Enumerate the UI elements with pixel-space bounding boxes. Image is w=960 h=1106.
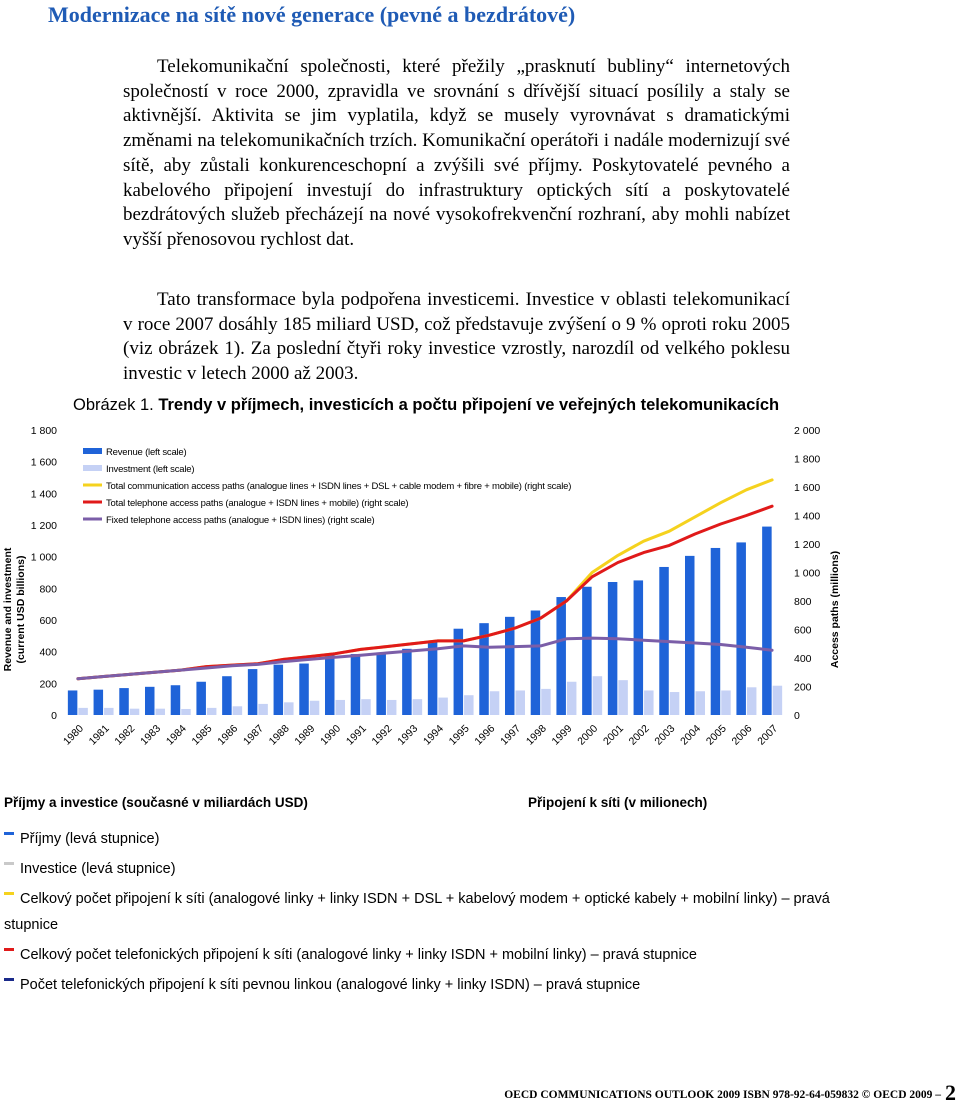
- x-tick-label: 1982: [112, 722, 138, 748]
- investment-bar: [156, 709, 166, 715]
- revenue-bar: [171, 685, 181, 715]
- x-tick-label: 2001: [600, 722, 626, 748]
- revenue-bar: [531, 611, 541, 716]
- investment-bar: [361, 699, 371, 715]
- investment-bar: [130, 709, 140, 715]
- y-right-tick-label: 0: [794, 710, 800, 722]
- legend-swatch: [83, 448, 102, 454]
- x-tick-label: 1985: [189, 722, 215, 748]
- legend-label: Revenue (left scale): [106, 447, 187, 458]
- section-label-left: Příjmy a investice (současné v miliardách USD): [4, 795, 308, 810]
- investment-bar: [233, 706, 243, 715]
- section-label-right: Připojení k síti (v milionech): [528, 795, 708, 810]
- revenue-bar: [325, 655, 335, 715]
- y-left-tick-label: 1 600: [30, 456, 57, 469]
- x-tick-label: 2007: [755, 722, 781, 748]
- investment-bar: [490, 691, 500, 715]
- paragraph-2: [123, 288, 790, 387]
- x-tick-label: 1989: [292, 722, 318, 748]
- y-right-tick-label: 1 000: [794, 567, 821, 580]
- translated-legend-item: [4, 886, 860, 938]
- translated-legend-item: [4, 972, 860, 998]
- investment-bar: [104, 708, 114, 715]
- x-tick-label: 2004: [678, 722, 704, 748]
- y-left-tick-label: 1 000: [30, 551, 57, 564]
- legend-label: Investment (left scale): [106, 464, 195, 475]
- y-right-tick-label: 200: [794, 681, 812, 694]
- legend-swatch: [4, 862, 14, 865]
- legend-swatch: [4, 948, 14, 951]
- investment-bar: [618, 680, 628, 715]
- revenue-bar: [119, 688, 128, 715]
- y-left-axis-title: Revenue and investment(current USD billions): [2, 547, 27, 672]
- revenue-bar: [299, 664, 309, 715]
- investment-bar: [721, 690, 731, 715]
- y-left-tick-label: 800: [39, 583, 57, 596]
- figure-caption: [73, 396, 779, 415]
- y-left-tick-label: 1 800: [30, 425, 57, 437]
- investment-bar: [567, 682, 577, 715]
- y-left-tick-label: 400: [39, 646, 57, 659]
- y-right-tick-label: 2 000: [794, 425, 821, 437]
- x-tick-label: 1981: [86, 722, 112, 748]
- investment-bar: [593, 676, 603, 715]
- paragraph-1-text: Telekomunikační společnosti, které přežily „prasknutí bubliny“ internetových společností v roce 2000, zpravidla ve srovnání s dřívější situací posílily a staly se aktivnější. Aktivita se jim vyplatila, když se musely vyrovnávat s dramatickými změnami na telekomunikačních trzích. Komunikační operátoři i nadále modernizují své sítě, aby zůstali konkurenceschopní a zvýšili své příjmy. Poskytovatelé pevného a kabelového připojení investují do infrastruktury optických sítí a poskytovatelé bezdrátových služeb přecházejí na nové vysokofrekvenční rozhraní, aby mohli nabízet vyšší přenosovou rychlost dat.: [123, 56, 790, 250]
- legend-swatch: [83, 465, 102, 471]
- x-tick-label: 1998: [523, 722, 549, 748]
- investment-bar: [541, 689, 551, 715]
- y-right-tick-label: 1 800: [794, 453, 821, 466]
- legend-swatch: [4, 892, 14, 895]
- legend-text: Celkový počet připojení k síti (analogové linky + linky ISDN + DSL + kabelový modem + optické kabely + mobilní linky) – pravá stupnice: [4, 891, 830, 933]
- investment-bar: [258, 704, 268, 715]
- y-right-tick-label: 600: [794, 624, 812, 637]
- x-tick-label: 1993: [395, 722, 421, 748]
- figure-title: Trendy v příjmech, investicích a počtu připojení ve veřejných telekomunikacích: [158, 396, 780, 414]
- investment-bar: [644, 690, 654, 715]
- y-right-tick-label: 1 400: [794, 510, 821, 523]
- investment-bar: [181, 709, 191, 715]
- legend-text: Počet telefonických připojení k síti pevnou linkou (analogové linky + linky ISDN) – pravá stupnice: [20, 977, 641, 993]
- investment-bar: [464, 695, 474, 715]
- revenue-bar: [685, 556, 695, 715]
- investment-bar: [284, 702, 294, 715]
- legend-swatch: [4, 832, 14, 835]
- investment-bar: [413, 699, 423, 715]
- page-number: 2: [945, 1080, 956, 1105]
- investment-bar: [747, 687, 757, 715]
- translated-legend-item: [4, 942, 860, 968]
- y-left-tick-label: 600: [39, 615, 57, 627]
- figure-label: Obrázek 1.: [73, 396, 154, 414]
- page-title: Modernizace na sítě nové generace (pevné a bezdrátové): [48, 2, 576, 27]
- x-tick-label: 1995: [446, 722, 472, 748]
- x-tick-label: 1997: [498, 722, 524, 748]
- paragraph-2-text: Tato transformace byla podpořena investicemi. Investice v oblasti telekomunikací v roce 2007 dosáhly 185 miliard USD, což představuje zvýšení o 9 % oproti roku 2005 (viz obrázek 1). Za poslední čtyři roky investice vzrostly, narozdíl od velkého poklesu investic v letech 2000 až 2003.: [123, 289, 790, 385]
- y-right-axis-title: Access paths (millions): [829, 550, 841, 669]
- investment-bar: [438, 698, 448, 715]
- investment-bar: [696, 691, 706, 715]
- legend-label: Total telephone access paths (analogue + ISDN lines + mobile) (right scale): [106, 498, 409, 509]
- investment-bar: [773, 686, 783, 715]
- x-tick-label: 1980: [60, 722, 86, 748]
- x-tick-label: 1991: [343, 722, 369, 748]
- translated-legend-item: [4, 856, 860, 882]
- revenue-bar: [274, 665, 284, 715]
- x-tick-label: 1990: [318, 722, 344, 748]
- x-tick-label: 1984: [163, 722, 189, 748]
- revenue-bar: [196, 682, 206, 715]
- y-right-tick-label: 400: [794, 653, 812, 665]
- revenue-bar: [248, 669, 258, 715]
- revenue-bar: [376, 652, 386, 715]
- revenue-bar: [608, 582, 618, 715]
- legend-text: Celkový počet telefonických připojení k síti (analogové linky + linky ISDN + mobilní linky) – pravá stupnice: [20, 947, 697, 963]
- legend-text: Příjmy (levá stupnice): [20, 831, 160, 847]
- chart: [0, 418, 960, 773]
- x-tick-label: 2002: [626, 722, 652, 748]
- investment-bar: [336, 700, 346, 715]
- y-left-tick-label: 0: [51, 710, 57, 722]
- revenue-bar: [68, 690, 78, 715]
- investment-bar: [670, 692, 680, 715]
- revenue-bar: [428, 642, 438, 715]
- y-left-tick-label: 200: [39, 678, 57, 691]
- revenue-bar: [402, 649, 412, 715]
- paragraph-1: [123, 55, 790, 253]
- investment-bar: [516, 690, 526, 715]
- investment-bar: [78, 708, 88, 715]
- revenue-bar: [582, 587, 592, 715]
- y-left-tick-label: 1 400: [30, 488, 57, 501]
- x-tick-label: 2003: [652, 722, 678, 748]
- revenue-bar: [634, 580, 644, 715]
- y-left-tick-label: 1 200: [30, 520, 57, 532]
- legend-label: Fixed telephone access paths (analogue + ISDN lines) (right scale): [106, 515, 375, 526]
- x-tick-label: 1988: [266, 722, 292, 748]
- investment-bar: [310, 701, 320, 715]
- legend-swatch: [4, 978, 14, 981]
- revenue-bar: [145, 687, 155, 715]
- x-tick-label: 2000: [575, 722, 601, 748]
- x-tick-label: 1983: [138, 722, 164, 748]
- revenue-bar: [94, 690, 104, 715]
- footer-publication: OECD COMMUNICATIONS OUTLOOK 2009: [504, 1089, 741, 1101]
- x-tick-label: 1996: [472, 722, 498, 748]
- revenue-bar: [762, 527, 772, 715]
- y-right-tick-label: 1 200: [794, 539, 821, 551]
- x-tick-label: 1986: [215, 722, 241, 748]
- page-footer: [504, 1080, 956, 1106]
- investment-bar: [207, 708, 217, 715]
- revenue-bar: [222, 676, 232, 715]
- legend-text: Investice (levá stupnice): [20, 861, 176, 877]
- y-right-tick-label: 800: [794, 596, 812, 608]
- revenue-bar: [736, 542, 746, 715]
- revenue-bar: [711, 548, 721, 715]
- footer-isbn: ISBN 978-92-64-059832 © OECD 2009 –: [742, 1089, 941, 1101]
- translated-legend-item: [4, 826, 860, 852]
- x-tick-label: 1987: [240, 722, 266, 748]
- x-tick-label: 1999: [549, 722, 575, 748]
- x-tick-label: 2005: [703, 722, 729, 748]
- legend-label: Total communication access paths (analogue lines + ISDN lines + DSL + cable modem + fibre + mobile) (right scale): [106, 481, 572, 492]
- revenue-bar: [556, 597, 566, 715]
- x-tick-label: 2006: [729, 722, 755, 748]
- x-tick-label: 1994: [420, 722, 446, 748]
- x-tick-label: 1992: [369, 722, 395, 748]
- y-right-tick-label: 1 600: [794, 482, 821, 494]
- investment-bar: [387, 700, 397, 715]
- revenue-bar: [351, 654, 361, 715]
